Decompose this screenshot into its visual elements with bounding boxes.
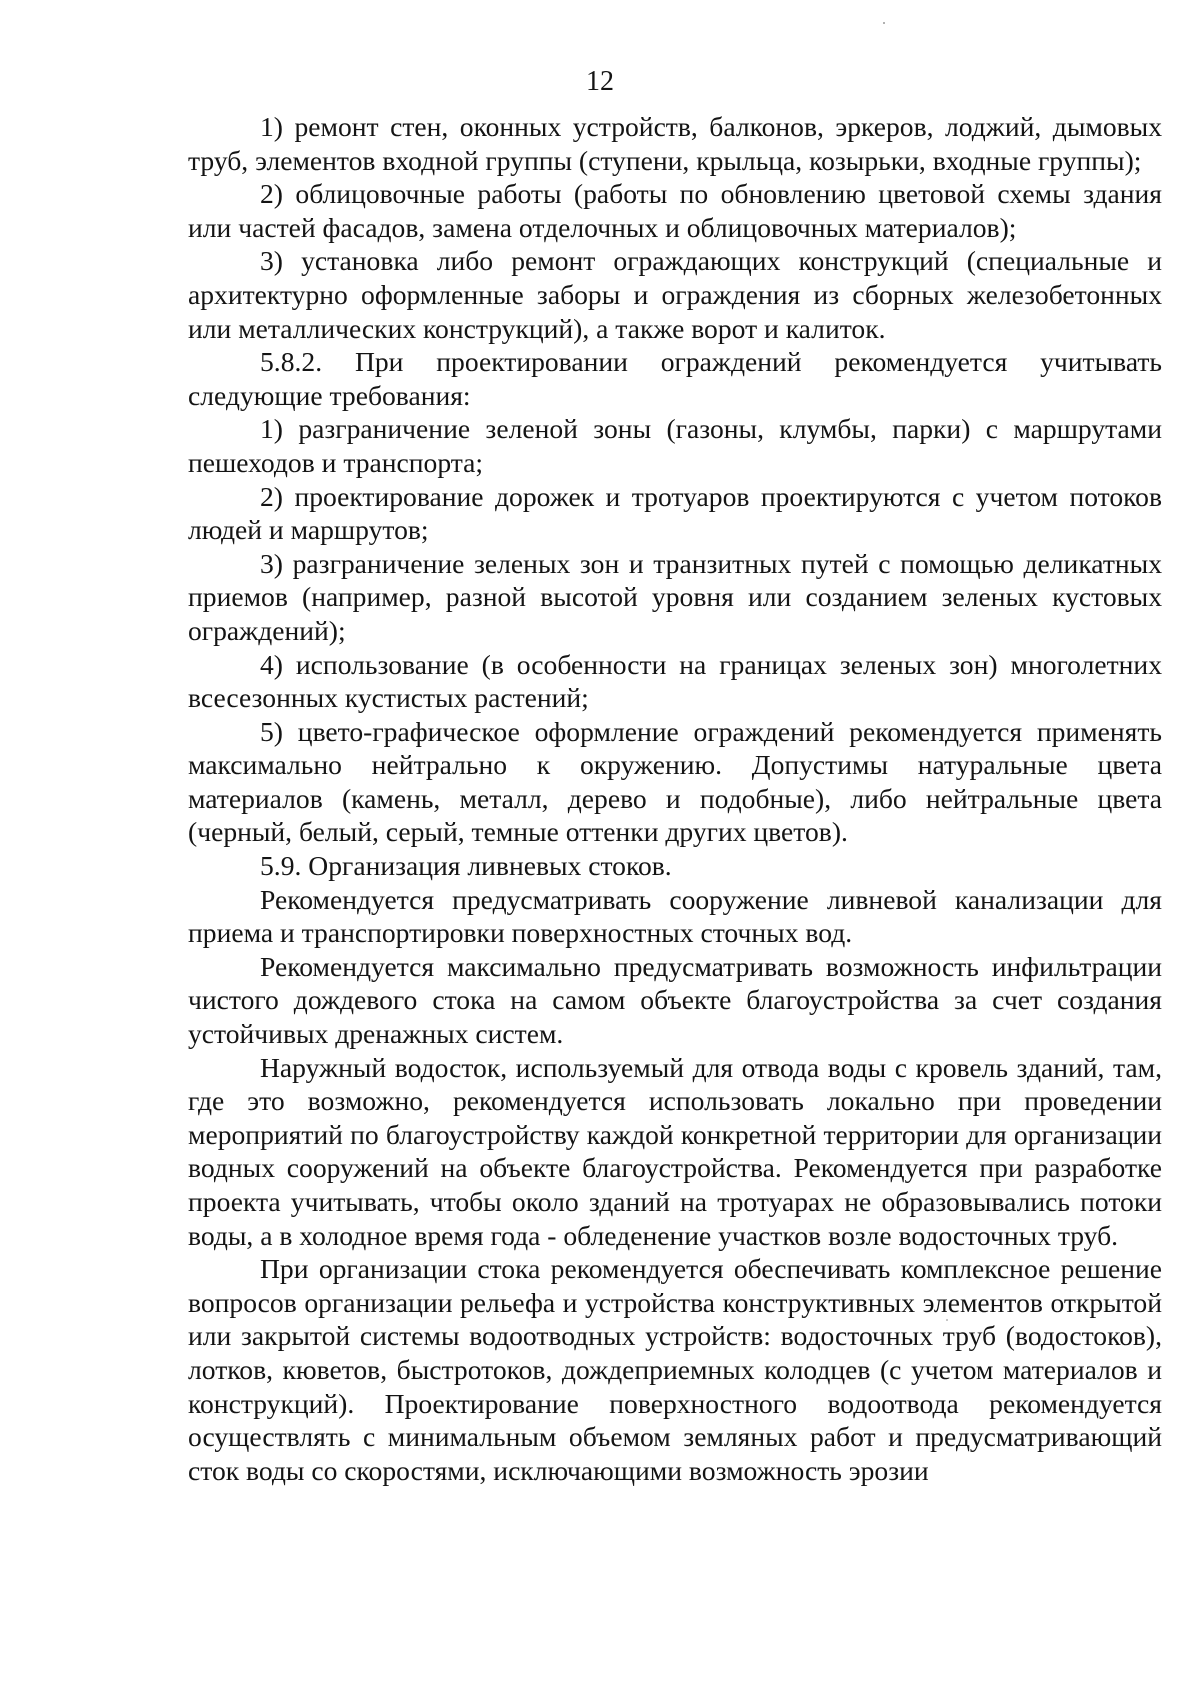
paragraph-requirement-3: 3) разграничение зеленых зон и транзитных путей с помощью деликатных приемов (например, разной высотой уровня или созданием зеленых кустовых ограждений); <box>188 547 1162 646</box>
paragraph-requirement-1: 1) разграничение зеленой зоны (газоны, клумбы, парки) с маршрутами пешеходов и транспорта; <box>188 413 1162 478</box>
paragraph-external-drain: Наружный водосток, используемый для отвода воды с кровель зданий, там, где это возможно, рекомендуется использовать локально при проведении мероприятий по благоустройству каждой конкретной территории для организации водных сооружений на объекте благоустройства. Рекомендуется при разработке проекта учитывать, чтобы около зданий на тротуарах не образовывались потоки воды, а в холодное время года - обледенение участков возле водосточных труб. <box>188 1051 1162 1251</box>
paragraph-requirement-2: 2) проектирование дорожек и тротуаров проектируются с учетом потоков людей и маршрутов; <box>188 480 1162 546</box>
paragraph-item-2-cladding: 2) облицовочные работы (работы по обновлению цветовой схемы здания или частей фасадов, замена отделочных и облицовочных материалов); <box>188 178 1162 243</box>
body-text <box>188 110 1162 1487</box>
paragraph-requirement-5: 5) цвето-графическое оформление ограждений рекомендуется применять максимально нейтрально к окружению. Допустимы натуральные цвета материалов (камень, металл, дерево и подобные), либо нейтральные цвета (черный, белый, серый, темные оттенки других цветов). <box>188 715 1162 848</box>
paragraph-storm-sewer: Рекомендуется предусматривать сооружение ливневой канализации для приема и транспортировки поверхностных сточных вод. <box>188 883 1162 949</box>
section-heading-5-9: 5.9. Организация ливневых стоков. <box>260 850 672 882</box>
paragraph-requirement-4: 4) использование (в особенности на границах зеленых зон) многолетних всесезонных кустистых растений; <box>188 648 1162 714</box>
scan-speck <box>883 22 885 24</box>
paragraph-item-1-repair-walls: 1) ремонт стен, оконных устройств, балконов, эркеров, лоджий, дымовых труб, элементов входной группы (ступени, крыльца, козырьки, входные группы); <box>188 111 1162 176</box>
paragraph-infiltration: Рекомендуется максимально предусматривать возможность инфильтрации чистого дождевого стока на самом объекте благоустройства за счет создания устойчивых дренажных систем. <box>188 950 1162 1050</box>
paragraph-runoff-organization: При организации стока рекомендуется обеспечивать комплексное решение вопросов организации рельефа и устройства конструктивных элементов открытой или закрытой системы водоотводных устройств: водосточных труб (водостоков), лотков, кюветов, быстротоков, дождеприемных колодцев (с учетом материалов и конструкций). Проектирование поверхностного водоотвода рекомендуется осуществлять с минимальным объемом земляных работ и предусматривающий сток воды со скоростями, исключающими возможность эрозии <box>188 1253 1162 1486</box>
paragraph-section-5-8-2: 5.8.2. При проектировании ограждений рекомендуется учитывать следующие требования: <box>188 346 1162 411</box>
paragraph-item-3-fencing: 3) установка либо ремонт ограждающих конструкций (специальные и архитектурно оформленные заборы и ограждения из сборных железобетонных или металлических конструкций), а также ворот и калиток. <box>188 245 1162 344</box>
page-number: 12 <box>586 66 614 97</box>
